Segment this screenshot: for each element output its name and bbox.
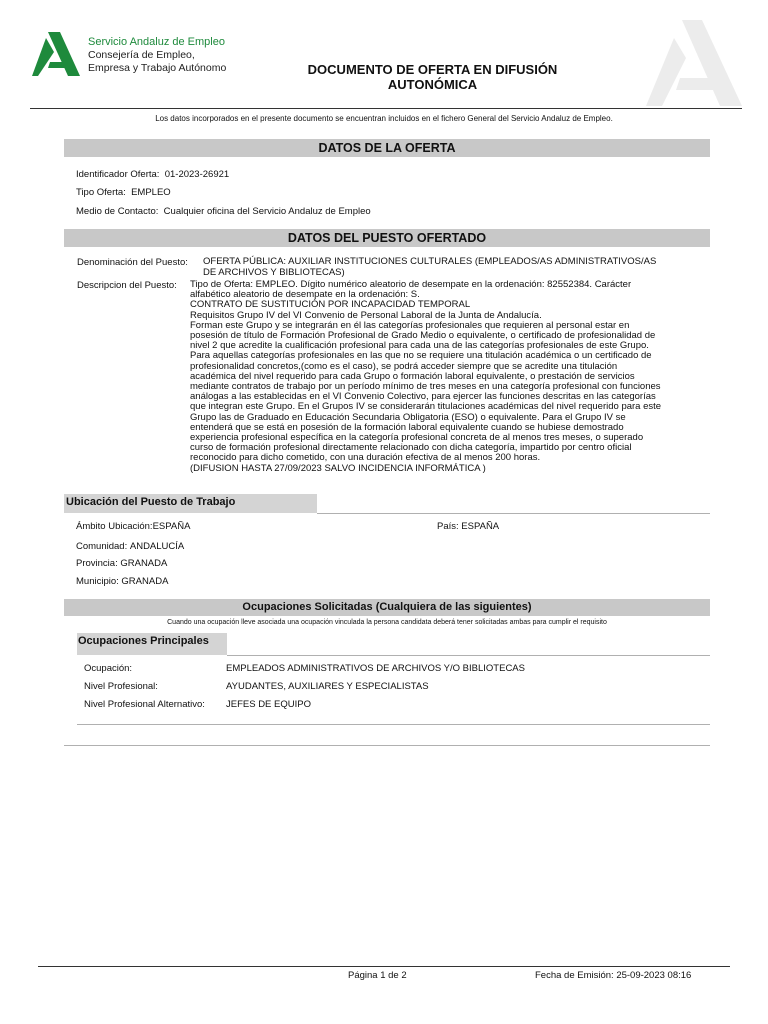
desc-line: experiencia profesional específica en la categoría profesional concreta de al menos tres meses, o superado <box>190 432 644 444</box>
page-number: Página 1 de 2 <box>348 970 407 981</box>
data-notice: Los datos incorporados en el presente documento se encuentran incluidos en el fichero General del Servicio Andaluz de Empleo. <box>155 114 613 123</box>
logo-text <box>88 36 226 75</box>
principales-divider <box>227 655 710 656</box>
nivel-alt-label: Nivel Profesional Alternativo: <box>84 699 205 710</box>
desc-line: nivel 2 que acredite la cualificación profesional para cada una de las categorías profesionales de este Grupo. <box>190 340 649 352</box>
oferta-tipo-label: Tipo Oferta: <box>76 187 126 198</box>
puesto-denom-label: Denominación del Puesto: <box>77 257 188 268</box>
desc-line: entenderá que se está en posesión de la formación laboral equivalente cuando se hubiese demostrado <box>190 421 624 433</box>
watermark-logo <box>644 18 744 108</box>
desc-line: mediante contratos de trabajo por un período mínimo de tres meses en una categoría profesional con funciones <box>190 381 661 393</box>
oferta-medio-row <box>76 206 371 217</box>
ambito-label: Ámbito Ubicación: <box>76 521 153 532</box>
desc-line: (DIFUSION HASTA 27/09/2023 SALVO INCIDENCIA INFORMÁTICA ) <box>190 462 486 474</box>
provincia-label: Provincia: <box>76 558 118 569</box>
title-line-2: AUTONÓMICA <box>387 77 478 92</box>
section-end-divider <box>64 745 710 746</box>
desc-line: Forman este Grupo y se integrarán en él las categorías profesionales que requieren al personal estar en <box>190 319 630 331</box>
oferta-id-label: Identificador Oferta: <box>76 169 160 180</box>
logo-mark-icon <box>32 30 84 78</box>
nivel-value: AYUDANTES, AUXILIARES Y ESPECIALISTAS <box>226 681 429 692</box>
junta-andalucia-logo <box>32 30 84 78</box>
ambito-row <box>76 521 190 532</box>
puesto-denom-line-2: DE ARCHIVOS Y BIBLIOTECAS) <box>203 266 345 278</box>
desc-line: profesionalidad concretos,(como es el caso), se podrá acceder siempre que se acredite una titulación <box>190 360 618 372</box>
section-puesto-title: DATOS DEL PUESTO OFERTADO <box>64 229 710 247</box>
comunidad-label: Comunidad: <box>76 541 128 552</box>
municipio-label: Municipio: <box>76 576 119 587</box>
oferta-medio-label: Medio de Contacto: <box>76 206 159 217</box>
ocupaciones-note: Cuando una ocupación lleve asociada una ocupación vinculada la persona candidata deberá tener solicitadas ambas para cumplir el requisito <box>167 619 607 626</box>
desc-line: que integran este Grupo. En el Grupos IV se considerarán titulaciones académicas del nivel requerido para este <box>190 401 662 413</box>
section-oferta-title: DATOS DE LA OFERTA <box>64 139 710 157</box>
ubicacion-divider <box>317 513 710 514</box>
footer-divider <box>38 966 730 967</box>
desc-line: Para aquellas categorías profesionales en las que no se requiere una titulación académica o un certificado de <box>190 350 652 362</box>
oferta-tipo-row <box>76 187 171 198</box>
provincia-value: GRANADA <box>120 558 168 569</box>
puesto-description <box>190 280 710 474</box>
desc-line: curso de formación profesional directamente relacionado con dicha categoría, impartido por centro oficial <box>190 442 632 454</box>
puesto-denom-line-1: OFERTA PÚBLICA: AUXILIAR INSTITUCIONES CULTURALES (EMPLEADOS/AS ADMINISTRATIVOS/AS <box>203 256 657 267</box>
comunidad-value: ANDALUCÍA <box>129 541 185 552</box>
oferta-id-value: 01-2023-26921 <box>164 169 230 180</box>
provincia-row <box>76 558 167 569</box>
document-title <box>250 62 615 92</box>
comunidad-row <box>76 541 184 552</box>
desc-line: Tipo de Oferta: EMPLEO. Dígito numérico aleatorio de desempate en la ordenación: 82552384. Carácter <box>190 279 632 290</box>
desc-line: Grupo las de Graduado en Educación Secundaria Obligatoria (ESO) o equivalente. Para el Grupo IV se <box>190 411 626 423</box>
section-ocupaciones-title: Ocupaciones Solicitadas (Cualquiera de las siguientes) <box>64 599 710 616</box>
logo-line-1: Servicio Andaluz de Empleo <box>88 36 225 48</box>
pais-row <box>437 521 499 532</box>
municipio-row <box>76 576 168 587</box>
pais-label: País: <box>437 521 459 532</box>
desc-line: posesión de título de Formación Profesional de Grado Medio o equivalente, o certificado de profesionalidad de <box>190 330 656 342</box>
oferta-medio-value: Cualquier oficina del Servicio Andaluz de Empleo <box>163 206 371 217</box>
nivel-alt-value: JEFES DE EQUIPO <box>226 699 311 710</box>
puesto-desc-label: Descripcion del Puesto: <box>77 280 177 291</box>
logo-line-3: Empresa y Trabajo Autónomo <box>88 62 227 74</box>
desc-line: análogas a las establecidas en el VI Convenio Colectivo, para ejercer las funciones descritas en las categorías <box>190 391 656 403</box>
emission-date: Fecha de Emisión: 25-09-2023 08:16 <box>535 970 692 981</box>
oferta-id-row <box>76 169 229 180</box>
title-line-1: DOCUMENTO DE OFERTA EN DIFUSIÓN <box>307 62 558 77</box>
desc-line: académica del nivel requerido para cada Grupo o formación laboral equivalente, o prestación de servicios <box>190 370 635 382</box>
ocupacion-label: Ocupación: <box>84 663 133 674</box>
desc-line: reconocido para dicho cometido, con una duración efectiva de al menos 200 horas. <box>190 452 541 464</box>
oferta-tipo-value: EMPLEO <box>131 187 171 198</box>
puesto-denom-value <box>203 257 656 278</box>
ambito-value: ESPAÑA <box>152 521 191 532</box>
nivel-label: Nivel Profesional: <box>84 681 158 692</box>
desc-line: alfabético aleatorio de desempate en la ordenación: S. <box>190 289 420 301</box>
logo-line-2: Consejería de Empleo, <box>88 49 195 61</box>
desc-line: Requisitos Grupo IV del VI Convenio de Personal Laboral de la Junta de Andalucía. <box>190 309 542 321</box>
desc-line: CONTRATO DE SUSTITUCIÓN POR INCAPACIDAD TEMPORAL <box>190 299 471 311</box>
ocupaciones-bottom-divider <box>77 724 710 725</box>
header-divider <box>30 108 742 109</box>
ocupaciones-principales-title: Ocupaciones Principales <box>77 633 227 655</box>
section-ubicacion-title: Ubicación del Puesto de Trabajo <box>64 494 317 513</box>
municipio-value: GRANADA <box>121 576 169 587</box>
ocupacion-value: EMPLEADOS ADMINISTRATIVOS DE ARCHIVOS Y/O BIBLIOTECAS <box>226 663 525 674</box>
watermark-a-icon <box>644 18 744 108</box>
pais-value: ESPAÑA <box>461 521 500 532</box>
